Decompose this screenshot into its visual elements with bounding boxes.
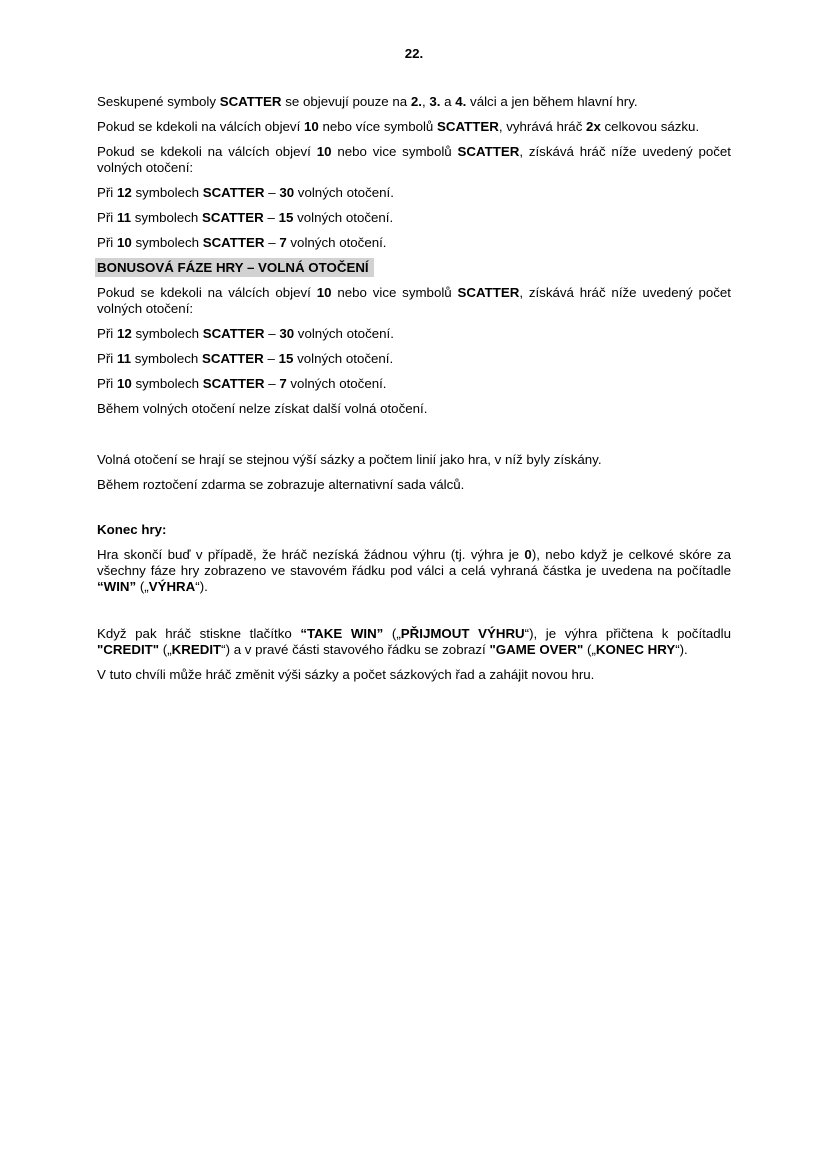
text-run-bold: 11 bbox=[116, 351, 132, 366]
text-run: – bbox=[264, 376, 280, 391]
text-run-bold: KREDIT bbox=[171, 642, 222, 657]
text-run: volných otočení. bbox=[293, 210, 394, 225]
text-run: Pokud se kdekoli na válcích objeví bbox=[97, 285, 317, 300]
text-run: volných otočení. bbox=[286, 235, 387, 250]
text-run: Při bbox=[97, 210, 117, 225]
text-run-bold: 2x bbox=[586, 119, 601, 134]
text-run-bold: SCATTER bbox=[201, 210, 264, 225]
text-run: Pokud se kdekoli na válcích objeví bbox=[97, 119, 304, 134]
text-run-bold: 0 bbox=[524, 547, 532, 562]
text-run-bold: VÝHRA bbox=[148, 579, 196, 594]
text-run: nebo vice symbolů bbox=[331, 285, 458, 300]
text-run: , bbox=[421, 94, 430, 109]
text-run: “), je výhra přičtena k počítadlu bbox=[524, 626, 731, 641]
text-run-bold: 30 bbox=[279, 185, 295, 200]
text-run: válci a jen během hlavní hry. bbox=[466, 94, 638, 109]
text-run: Při bbox=[97, 351, 117, 366]
text-run: symbolech bbox=[131, 235, 203, 250]
para-change-bet bbox=[97, 667, 731, 683]
text-run-bold: 2. bbox=[410, 94, 422, 109]
text-run-bold: SCATTER bbox=[202, 326, 265, 341]
text-run-bold: 7 bbox=[279, 235, 287, 250]
text-run-bold: “WIN” bbox=[97, 579, 137, 594]
text-run: nebo vice symbolů bbox=[331, 144, 458, 159]
text-run: volných otočení. bbox=[293, 351, 394, 366]
list-item-10-scatter-2 bbox=[97, 376, 731, 392]
text-run: symbolech bbox=[131, 376, 203, 391]
text-run-bold: 4. bbox=[455, 94, 467, 109]
text-run: („ bbox=[136, 579, 149, 594]
list-item-12-scatter bbox=[97, 185, 731, 201]
text-run-bold: Konec hry: bbox=[97, 522, 167, 537]
text-run-bold: "GAME OVER" bbox=[489, 642, 584, 657]
text-run: “). bbox=[675, 642, 688, 657]
spacer bbox=[97, 502, 731, 522]
text-run: Při bbox=[97, 235, 117, 250]
text-run: – bbox=[263, 351, 279, 366]
heading-bonus-phase bbox=[97, 260, 731, 276]
text-run-bold: 11 bbox=[116, 210, 132, 225]
text-run-bold: PŘIJMOUT VÝHRU bbox=[400, 626, 525, 641]
para-alternative-reels bbox=[97, 477, 731, 493]
text-run-bold: “TAKE WIN” bbox=[300, 626, 384, 641]
text-run-bold: 7 bbox=[279, 376, 287, 391]
para-scatter-double-bet bbox=[97, 119, 731, 135]
text-run-bold: 10 bbox=[316, 144, 332, 159]
text-run: , vyhrává hráč bbox=[498, 119, 587, 134]
text-run-bold: SCATTER bbox=[219, 94, 282, 109]
text-run-bold: 10 bbox=[303, 119, 319, 134]
text-run-bold: "CREDIT" bbox=[97, 642, 160, 657]
text-run-bold: 15 bbox=[278, 210, 294, 225]
text-run: Když pak hráč stiskne tlačítko bbox=[97, 626, 301, 641]
text-run-bold: 10 bbox=[116, 235, 132, 250]
text-run-bold: 3. bbox=[429, 94, 441, 109]
text-run-bold: SCATTER bbox=[437, 119, 499, 134]
text-run: “). bbox=[195, 579, 208, 594]
para-scatter-grouped bbox=[97, 94, 731, 110]
list-item-11-scatter-2 bbox=[97, 351, 731, 367]
text-run-bold: 30 bbox=[279, 326, 295, 341]
text-run: “) a v pravé části stavového řádku se zobrazí bbox=[221, 642, 490, 657]
para-take-win bbox=[97, 626, 731, 658]
list-item-10-scatter bbox=[97, 235, 731, 251]
document-body bbox=[97, 94, 731, 683]
para-scatter-freespins-intro bbox=[97, 144, 731, 176]
text-run: volných otočení. bbox=[286, 376, 387, 391]
text-run-bold: SCATTER bbox=[202, 235, 265, 250]
text-run-bold: SCATTER bbox=[202, 376, 265, 391]
text-run-bold: 10 bbox=[316, 285, 332, 300]
text-run-bold: 10 bbox=[116, 376, 132, 391]
list-item-12-scatter-2 bbox=[97, 326, 731, 342]
para-game-end-detail bbox=[97, 547, 731, 595]
text-run: – bbox=[263, 210, 279, 225]
text-run: V tuto chvíli může hráč změnit výši sázky a počet sázkových řad a zahájit novou hru. bbox=[97, 667, 595, 682]
text-run: volných otočení. bbox=[294, 326, 394, 341]
text-run: („ bbox=[159, 642, 172, 657]
text-run: Během volných otočení nelze získat další volná otočení. bbox=[97, 401, 428, 416]
text-run: Seskupené symboly bbox=[97, 94, 220, 109]
text-run: celkovou sázku. bbox=[600, 119, 700, 134]
para-freespins-same-bet bbox=[97, 452, 731, 468]
text-run-bold: KONEC HRY bbox=[595, 642, 676, 657]
text-run: Hra skončí buď v případě, že hráč nezíská žádnou výhru (tj. výhra je bbox=[97, 547, 525, 562]
text-run: , získává hráč níže uvedený počet volných otočení: bbox=[97, 285, 731, 316]
text-run: symbolech bbox=[131, 326, 203, 341]
text-run: – bbox=[264, 326, 280, 341]
text-run: symbolech bbox=[131, 351, 202, 366]
heading-highlight bbox=[95, 258, 374, 277]
text-run: a bbox=[440, 94, 456, 109]
text-run: Během roztočení zdarma se zobrazuje alternativní sada válců. bbox=[97, 477, 465, 492]
text-run: se objevují pouze na bbox=[281, 94, 411, 109]
text-run: („ bbox=[383, 626, 401, 641]
text-run: Při bbox=[97, 185, 117, 200]
text-run: Při bbox=[97, 326, 117, 341]
text-run-bold: BONUSOVÁ FÁZE HRY – VOLNÁ OTOČENÍ bbox=[97, 260, 369, 275]
text-run: ), nebo když je celkové skóre za všechny fáze hry zobrazeno ve stavovém řádku pod válci a celá vyhraná částka je uvedena na počítadle bbox=[97, 547, 732, 578]
page-number: 22. bbox=[404, 46, 424, 61]
text-run: nebo více symbolů bbox=[318, 119, 438, 134]
text-run-bold: SCATTER bbox=[201, 351, 264, 366]
spacer bbox=[97, 604, 731, 626]
text-run: – bbox=[264, 185, 280, 200]
text-run: Volná otočení se hrají se stejnou výší sázky a počtem linií jako hra, v níž byly získány. bbox=[97, 452, 602, 467]
text-run: – bbox=[264, 235, 280, 250]
text-run-bold: SCATTER bbox=[457, 285, 520, 300]
text-run: symbolech bbox=[131, 210, 202, 225]
text-run-bold: SCATTER bbox=[457, 144, 520, 159]
spacer bbox=[97, 426, 731, 452]
heading-game-end bbox=[97, 522, 731, 538]
text-run: , získává hráč níže uvedený počet volných otočení: bbox=[97, 144, 731, 175]
text-run: volných otočení. bbox=[294, 185, 394, 200]
para-scatter-freespins-intro-2 bbox=[97, 285, 731, 317]
text-run-bold: SCATTER bbox=[202, 185, 265, 200]
para-no-additional-freespins bbox=[97, 401, 731, 417]
text-run: („ bbox=[583, 642, 596, 657]
text-run-bold: 12 bbox=[116, 185, 132, 200]
text-run: symbolech bbox=[131, 185, 203, 200]
text-run-bold: 15 bbox=[278, 351, 294, 366]
text-run-bold: 12 bbox=[116, 326, 132, 341]
text-run: Při bbox=[97, 376, 117, 391]
text-run: Pokud se kdekoli na válcích objeví bbox=[97, 144, 317, 159]
list-item-11-scatter bbox=[97, 210, 731, 226]
